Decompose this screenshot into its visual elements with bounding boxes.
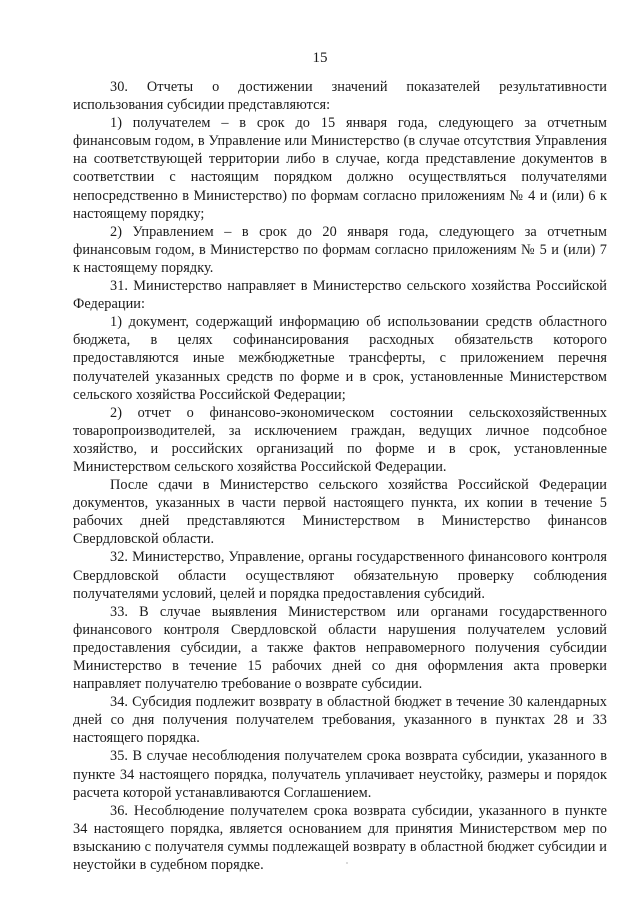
scan-speck (346, 862, 348, 864)
document-body (73, 78, 607, 874)
paragraph-35: 35. В случае несоблюдения получателем срока возврата субсидии, указанного в пункте 34 настоящего порядка, получатель уплачивает неустойку, размеры и порядок расчета которой устанавливаются Соглашением. (73, 748, 607, 801)
paragraph-30-item-2: 2) Управлением – в срок до 20 января года, следующего за отчетным финансовым годом, в Министерство по формам согласно приложениям № 5 и (или) 7 к настоящему порядку. (73, 223, 607, 276)
paragraph-31-item-1: 1) документ, содержащий информацию об использовании средств областного бюджета, в целях софинансирования расходных обязательств которого предоставляются иные межбюджетные трансферты, с приложением перечня получателей указанных средств по форме и в срок, установленные Министерством сельского хозяйства Российской Федерации; (73, 314, 607, 403)
page-number: 15 (312, 50, 328, 66)
paragraph-30: 30. Отчеты о достижении значений показателей результативности использования субсидии представляются: (73, 79, 607, 114)
paragraph-33: 33. В случае выявления Министерством или органами государственного финансового контроля Свердловской области нарушения получателем условий предоставления субсидии, а также фактов неправомерного получения субсидии Министерство в течение 15 рабочих дней со дня оформления акта проверки направляет получателю требование о возврате субсидии. (73, 603, 607, 693)
paragraph-36: 36. Несоблюдение получателем срока возврата субсидии, указанного в пункте 34 настоящего порядка, является основанием для принятия Министерством мер по взысканию с получателя суммы подлежащей возврату в областной бюджет субсидии и неустойки в судебном порядке. (73, 802, 607, 874)
paragraph-31: 31. Министерство направляет в Министерство сельского хозяйства Российской Федерации: (73, 278, 607, 313)
paragraph-31-item-2: 2) отчет о финансово-экономическом состоянии сельскохозяйственных товаропроизводителей, за исключением граждан, ведущих личное подсобное хозяйство, и российских организаций по форме и в срок, установленные Министерством сельского хозяйства Российской Федерации. (73, 404, 607, 475)
paragraph-32: 32. Министерство, Управление, органы государственного финансового контроля Свердловской области осуществляют обязательную проверку соблюдения получателями условий, целей и порядка предоставления субсидий. (73, 549, 607, 602)
paragraph-31-continuation: После сдачи в Министерство сельского хозяйства Российской Федерации документов, указанных в части первой настоящего пункта, их копии в течение 5 рабочих дней представляются Министерством в Министерство финансов Свердловской области. (73, 477, 607, 548)
paragraph-34: 34. Субсидия подлежит возврату в областной бюджет в течение 30 календарных дней со дня получения получателем требования, указанного в пунктах 28 и 33 настоящего порядка. (73, 694, 607, 747)
paragraph-30-item-1: 1) получателем – в срок до 15 января года, следующего за отчетным финансовым годом, в Управление или Министерство (в случае отсутствия Управления на соответствующей территории либо в случае, когда представление документов в соответствии с настоящим порядком должно осуществляться получателями непосредственно в Министерство) по формам согласно приложениям № 4 и (или) 6 к настоящему порядку; (73, 115, 607, 222)
